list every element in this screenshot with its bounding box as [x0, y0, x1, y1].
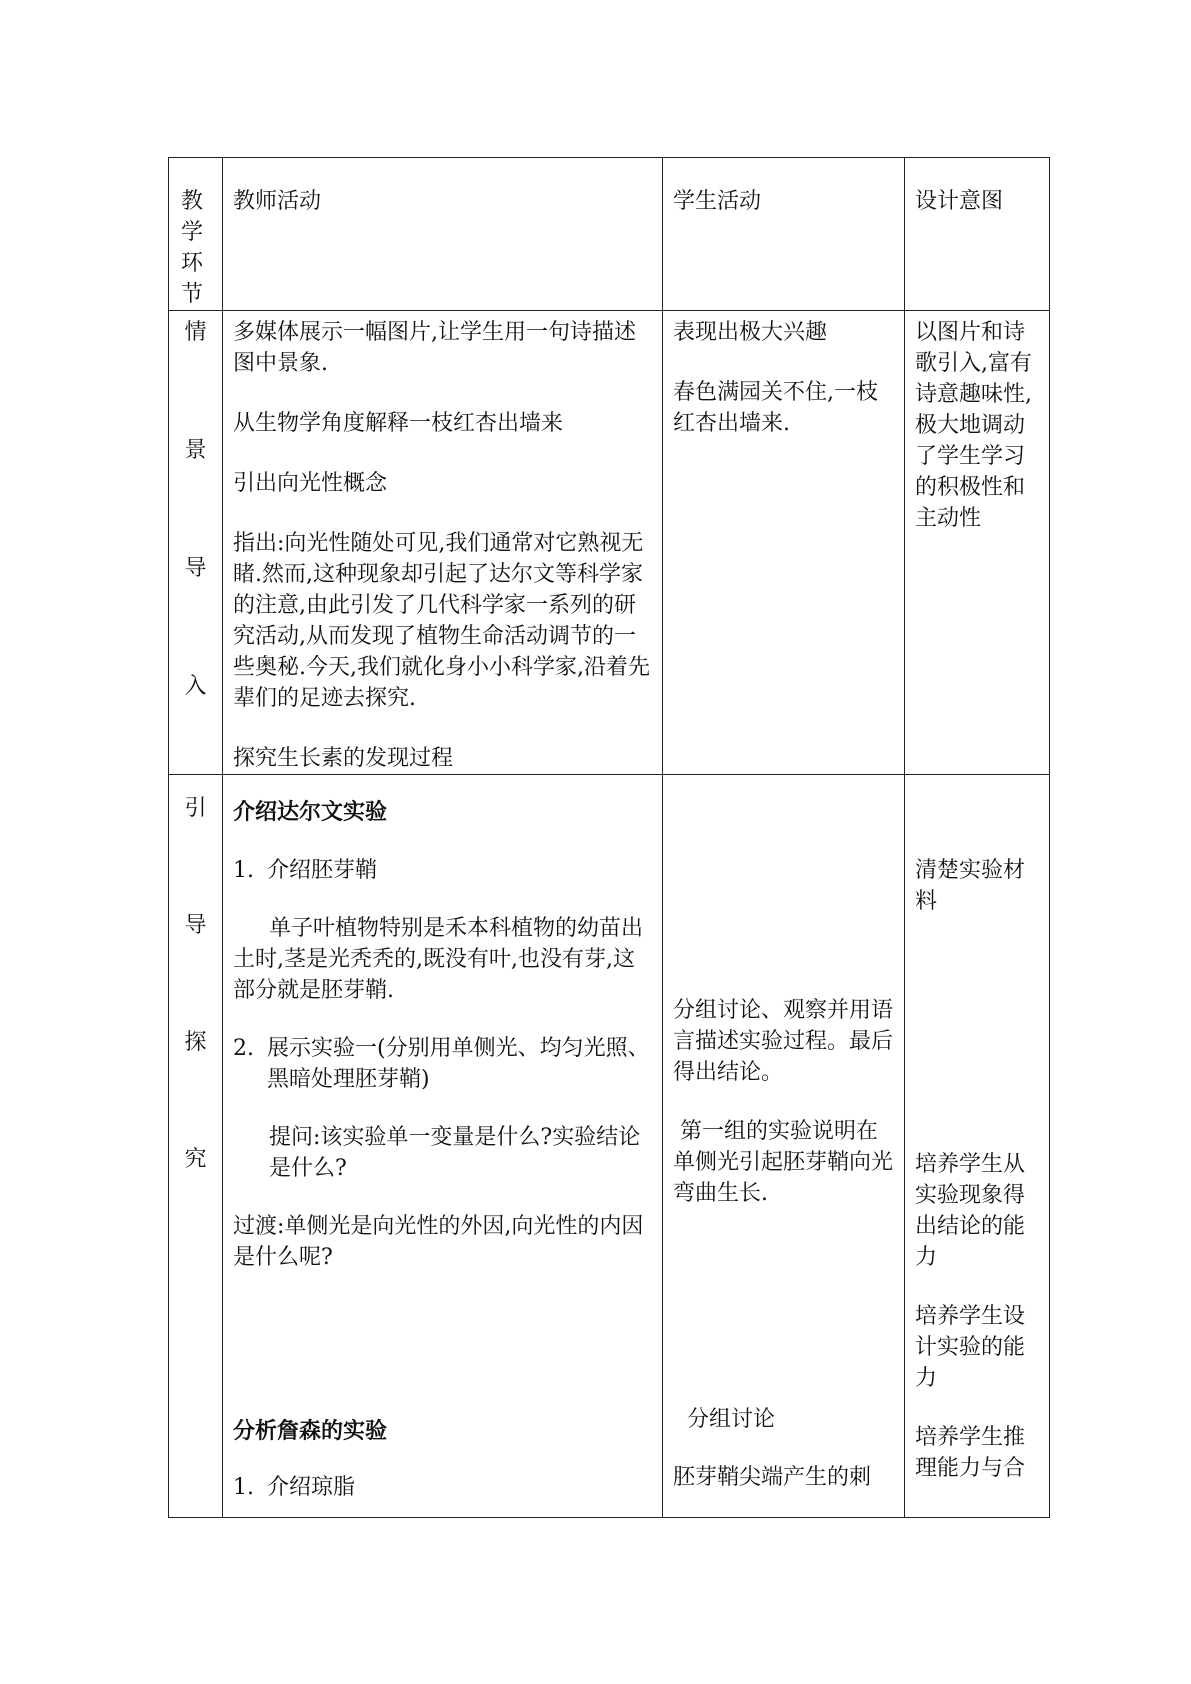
- teacher-para: 探究生长素的发现过程: [233, 746, 454, 771]
- student-para: 表现出极大兴趣: [673, 320, 828, 345]
- intent-para: 培养学生推理能力与合: [915, 1425, 1026, 1481]
- teacher-activity-inquiry: [223, 775, 663, 1518]
- lesson-plan-table: [168, 157, 1050, 1518]
- list-item: 1. 介绍琼脂: [233, 1475, 356, 1500]
- stage-scene-intro: 情 景 导 入: [169, 311, 223, 775]
- student-para: 春色满园关不住,一枝红杏出墙来.: [673, 380, 878, 436]
- intent-para: 清楚实验材料: [915, 858, 1026, 914]
- intent-para: 培养学生设计实验的能力: [915, 1304, 1026, 1391]
- student-activity-scene: [663, 311, 905, 775]
- design-intent-inquiry: [905, 775, 1050, 1518]
- student-para: 第一组的实验说明在单侧光引起胚芽鞘向光弯曲生长.: [673, 1119, 894, 1206]
- header-student: 学生活动: [663, 158, 905, 311]
- student-para: 胚芽鞘尖端产生的刺: [673, 1465, 872, 1490]
- header-intent: 设计意图: [905, 158, 1050, 311]
- section-heading: 分析詹森的实验: [233, 1418, 388, 1444]
- teacher-para: 从生物学角度解释一枝红杏出墙来: [233, 411, 564, 436]
- stage-guided-inquiry: 引 导 探 究: [169, 775, 223, 1518]
- row-guided-inquiry: [169, 775, 1050, 1518]
- intent-para: 培养学生从实验现象得出结论的能力: [915, 1152, 1026, 1270]
- section-heading: 介绍达尔文实验: [233, 799, 388, 825]
- intent-para: 以图片和诗歌引入,富有诗意趣味性,极大地调动了学生学习的积极性和主动性: [915, 320, 1032, 531]
- teacher-para: 单子叶植物特别是禾本科植物的幼苗出土时,茎是光秃秃的,既没有叶,也没有芽,这部分就是胚芽鞘.: [233, 916, 644, 1003]
- design-intent-scene: [905, 311, 1050, 775]
- teacher-para: 多媒体展示一幅图片,让学生用一句诗描述图中景象.: [233, 320, 636, 376]
- teacher-para: 过渡:单侧光是向光性的外因,向光性的内因是什么呢?: [233, 1214, 644, 1270]
- teacher-question: 提问:该实验单一变量是什么?实验结论是什么?: [269, 1125, 641, 1181]
- teacher-activity-scene: [223, 311, 663, 775]
- student-para: 分组讨论、观察并用语言描述实验过程。最后得出结论。: [673, 998, 894, 1085]
- list-item: 1. 介绍胚芽鞘: [233, 858, 378, 883]
- row-scene-intro: [169, 311, 1050, 775]
- header-stage: 教学环节: [169, 158, 223, 311]
- header-teacher: 教师活动: [223, 158, 663, 311]
- list-item: 2. 展示实验一(分别用单侧光、均匀光照、 黑暗处理胚芽鞘): [233, 1036, 650, 1092]
- teacher-para: 指出:向光性随处可见,我们通常对它熟视无睹.然而,这种现象却引起了达尔文等科学家的注意,由此引发了几代科学家一系列的研究活动,从而发现了植物生命活动调节的一些奥秘.今天,我们就化身小小科学家,沿着先辈们的足迹去探究.: [233, 531, 650, 711]
- header-row: [169, 158, 1050, 311]
- student-activity-inquiry: [663, 775, 905, 1518]
- teacher-para: 引出向光性概念: [233, 471, 388, 496]
- student-para: 分组讨论: [673, 1407, 776, 1432]
